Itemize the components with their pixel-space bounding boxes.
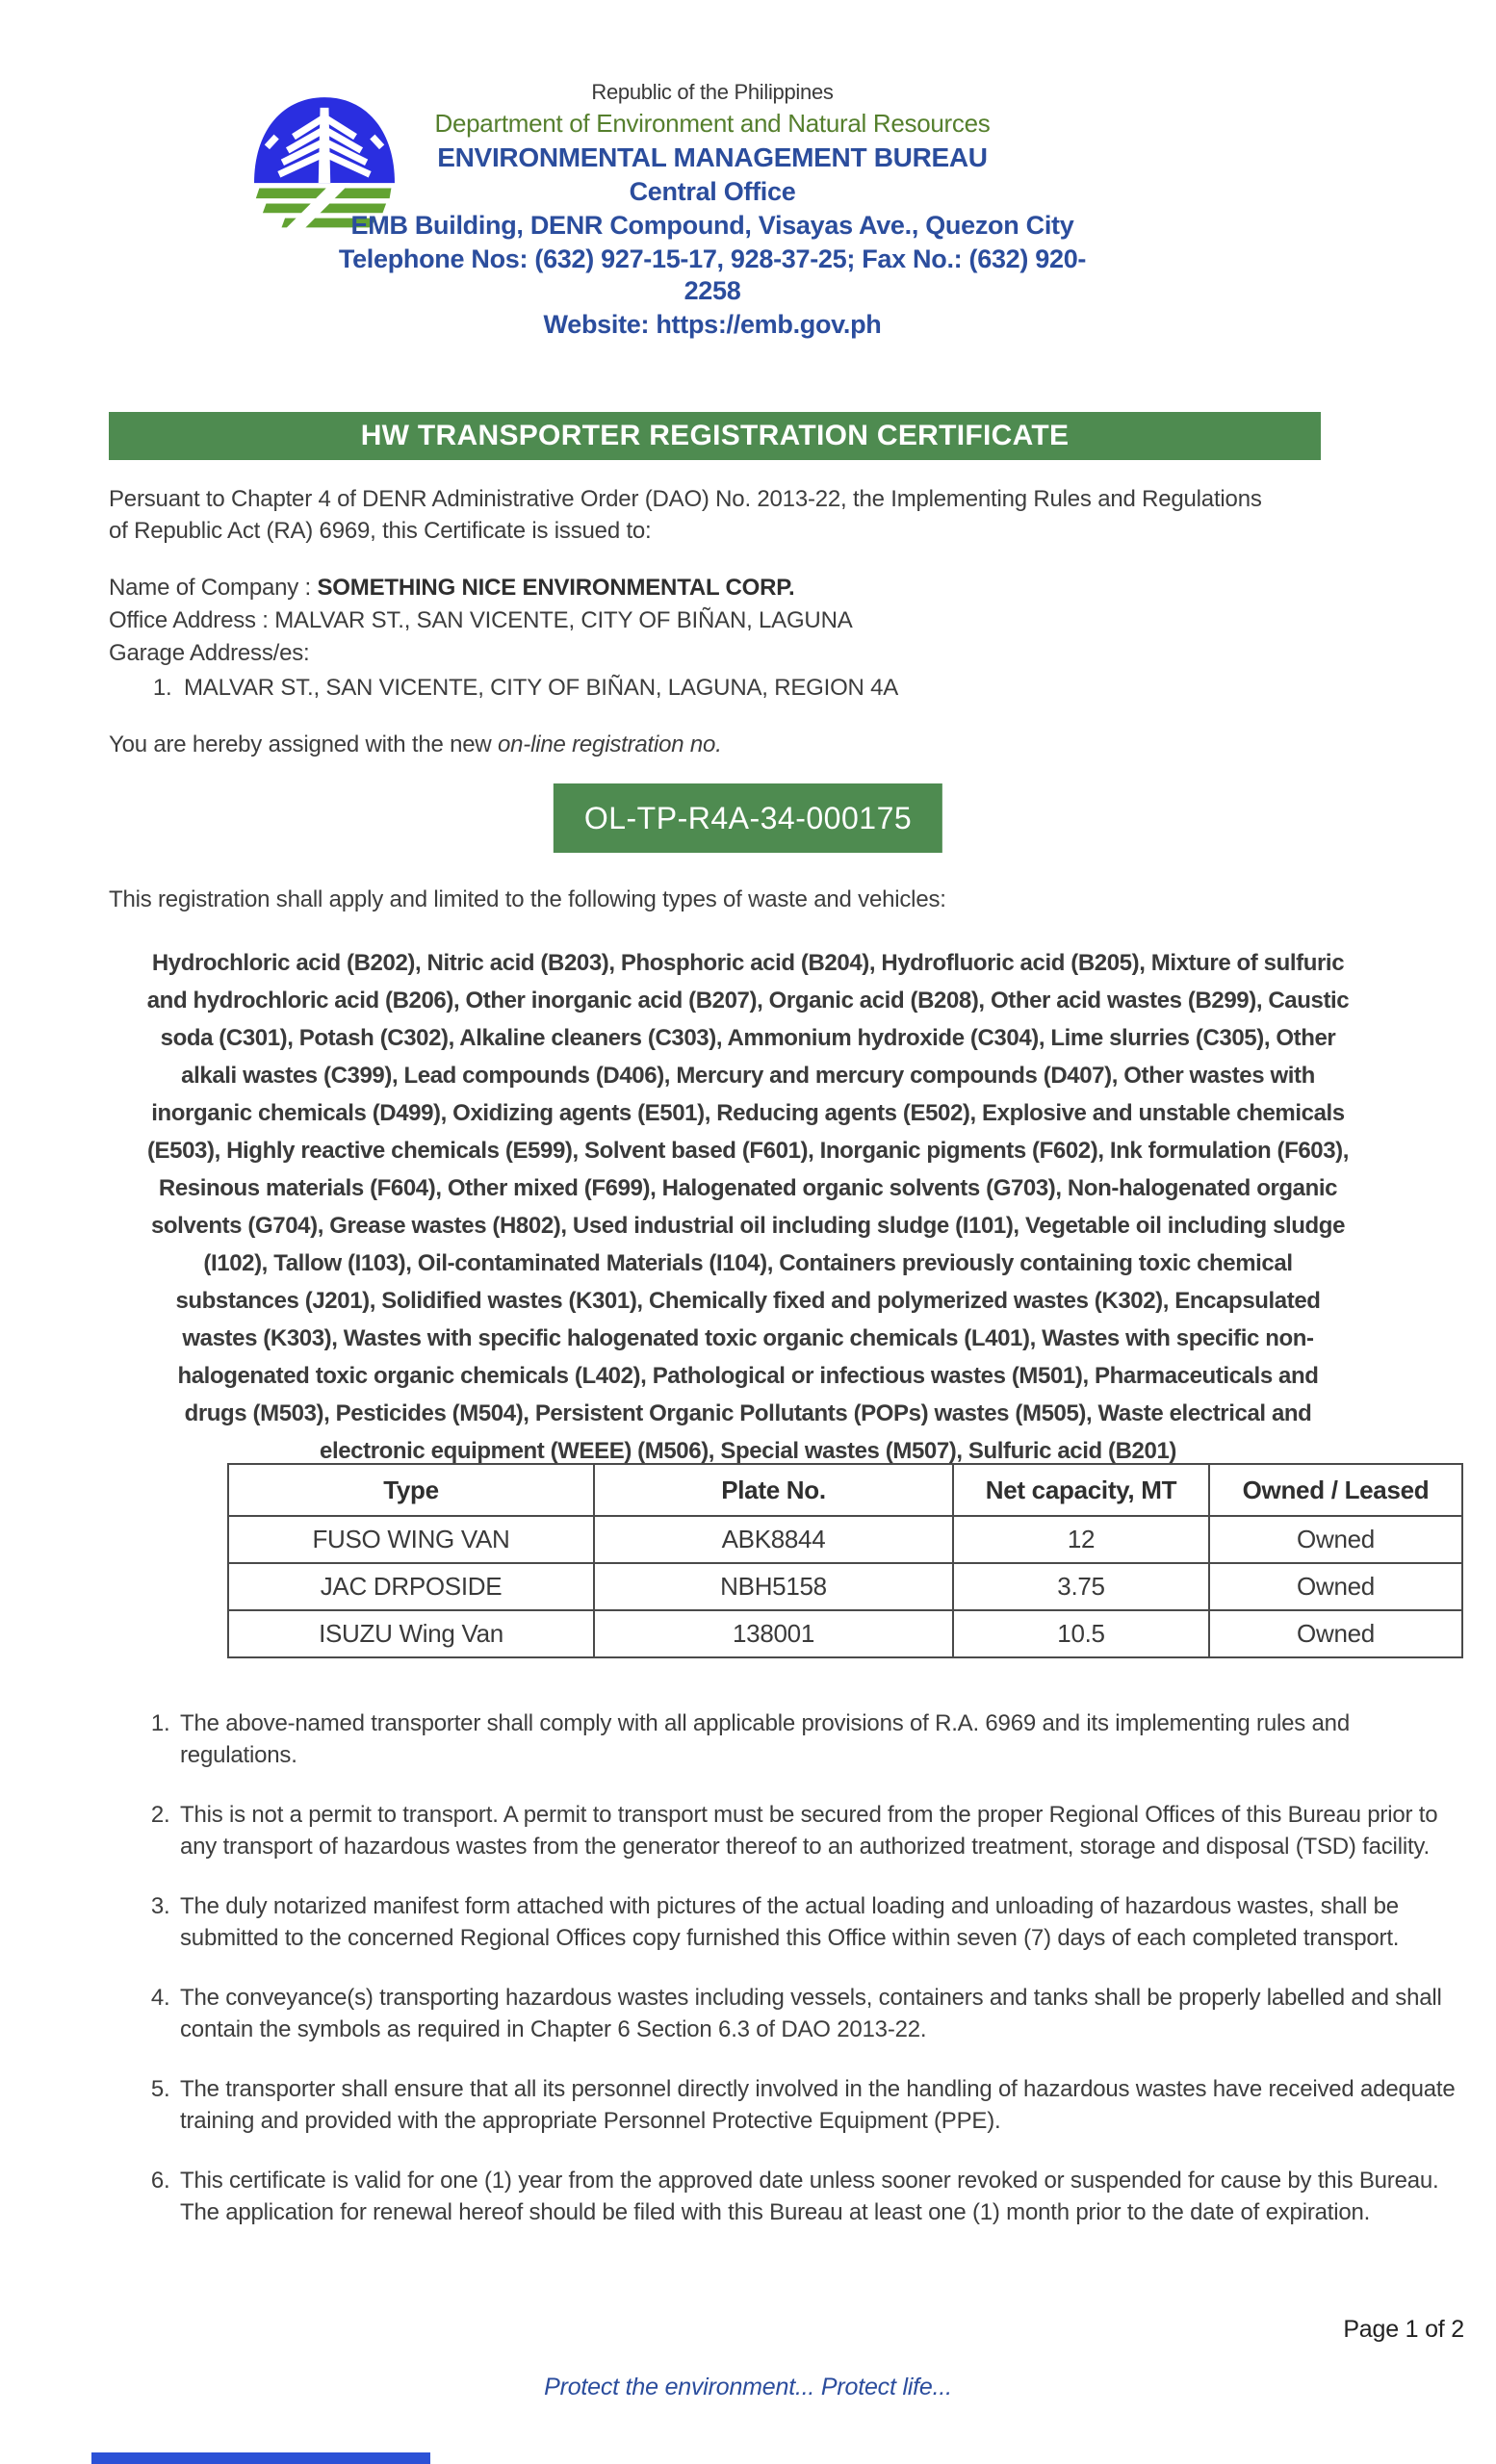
central-office-line: Central Office	[629, 177, 796, 206]
company-name-value: SOMETHING NICE ENVIRONMENTAL CORP.	[317, 575, 795, 601]
assignment-italic-text: on-line registration no.	[498, 732, 722, 757]
vehicle-row	[228, 1516, 1462, 1563]
column-header-owned-leased: Owned / Leased	[1209, 1464, 1462, 1516]
condition-item: 2. This is not a permit to transport. A permit to transport must be secured from the proper Regional Offices of this Bureau prior to any transport of hazardous wastes from the generator thereof to an authorized treatment, storage and disposal (TSD) facility.	[176, 1799, 1457, 1862]
column-header-net-capacity: Net capacity, MT	[953, 1464, 1209, 1516]
office-address-label: Office Address :	[109, 607, 275, 633]
garage-address-label: Garage Address/es:	[109, 640, 310, 666]
garage-address-list	[109, 672, 1360, 705]
scope-line: This registration shall apply and limited to the following types of waste and vehicles:	[109, 886, 946, 912]
vehicle-plate-cell: 138001	[594, 1610, 953, 1657]
department-line: Department of Environment and Natural Resources	[434, 109, 991, 138]
certificate-title-banner	[109, 412, 1321, 460]
company-name-label: Name of Company :	[109, 575, 318, 601]
next-page-strip	[91, 2452, 430, 2464]
vehicles-table-body	[228, 1516, 1462, 1657]
vehicle-type-cell: FUSO WING VAN	[228, 1516, 594, 1563]
company-details	[109, 572, 1360, 705]
garage-address-item: 1. MALVAR ST., SAN VICENTE, CITY OF BIÑAN, LAGUNA, REGION 4A	[178, 672, 1360, 705]
condition-item: 3. The duly notarized manifest form attached with pictures of the actual loading and unloading of hazardous wastes, shall be submitted to the concerned Regional Offices copy furnished this Office within seven (7) days of each completed transport.	[176, 1890, 1457, 1954]
republic-line: Republic of the Philippines	[591, 80, 834, 104]
vehicle-row	[228, 1563, 1462, 1610]
vehicle-type-cell: JAC DRPOSIDE	[228, 1563, 594, 1610]
condition-item: 6. This certificate is valid for one (1) year from the approved date unless sooner revoked or suspended for cause by this Bureau. The application for renewal hereof should be filed with this Bureau at least one (1) month prior to the date of expiration.	[176, 2165, 1457, 2228]
address-line: EMB Building, DENR Compound, Visayas Ave., Quezon City	[350, 211, 1074, 240]
waste-types-paragraph: Hydrochloric acid (B202), Nitric acid (B203), Phosphoric acid (B204), Hydrofluoric acid (B205), Mixture of sulfuric and hydrochloric acid (B206), Other inorganic acid (B207), Organic acid (B208), Other acid wastes (B299), Caustic soda (C301), Potash (C302), Alkaline cleaners (C303), Ammonium hydroxide (C304), Lime slurries (C305), Other alkali wastes (C399), Lead compounds (D406), Mercury and mercury compounds (D407), Other wastes with inorganic chemicals (D499), Oxidizing agents (E501), Reducing agents (E502), Explosive and unstable chemicals (E503), Highly reactive chemicals (E599), Solvent based (F601), Inorganic pigments (F602), Ink formulation (F603), Resinous materials (F604), Other mixed (F699), Halogenated organic solvents (G703), Non-halogenated organic solvents (G704), Grease wastes (H802), Used industrial oil including sludge (I101), Vegetable oil including sludge (I102), Tallow (I103), Oil-contaminated Materials (I104), Containers previously containing toxic chemical substances (J201), Solidified wastes (K301), Chemically fixed and polymerized wastes (K302), Encapsulated wastes (K303), Wastes with specific halogenated toxic organic chemicals (L401), Wastes with specific non-halogenated toxic organic chemicals (L402), Pathological or infectious wastes (M501), Pharmaceuticals and drugs (M503), Pesticides (M504), Persistent Organic Pollutants (POPs) wastes (M505), Waste electrical and electronic equipment (WEEE) (M506), Special wastes (M507), Sulfuric acid (B201)	[146, 950, 1350, 1464]
office-address-value: MALVAR ST., SAN VICENTE, CITY OF BIÑAN, LAGUNA	[274, 607, 853, 633]
certificate-title: HW TRANSPORTER REGISTRATION CERTIFICATE	[360, 420, 1070, 451]
vehicle-plate-cell: NBH5158	[594, 1563, 953, 1610]
vehicle-capacity-cell: 10.5	[953, 1610, 1209, 1657]
vehicles-table	[227, 1463, 1463, 1658]
condition-item: 1. The above-named transporter shall comply with all applicable provisions of R.A. 6969 and its implementing rules and regulations.	[176, 1707, 1457, 1771]
vehicle-ownership-cell: Owned	[1209, 1563, 1462, 1610]
vehicle-capacity-cell: 12	[953, 1516, 1209, 1563]
intro-paragraph: Persuant to Chapter 4 of DENR Administrative Order (DAO) No. 2013-22, the Implementing Rules and Regulations of Republic Act (RA) 6969, this Certificate is issued to:	[109, 486, 1262, 544]
registration-number: OL-TP-R4A-34-000175	[583, 801, 913, 835]
vehicle-plate-cell: ABK8844	[594, 1516, 953, 1563]
website-line: Website: https://emb.gov.ph	[543, 310, 882, 339]
phone-fax-line: Telephone Nos: (632) 927-15-17, 928-37-25; Fax No.: (632) 920-2258	[338, 244, 1087, 305]
registration-number-box	[554, 783, 942, 853]
company-name-row	[109, 572, 1360, 604]
condition-item: 4. The conveyance(s) transporting hazardous wastes including vessels, containers and tanks shall be properly labelled and shall contain the symbols as required in Chapter 6 Section 6.3 of DAO 2013-22.	[176, 1982, 1457, 2045]
vehicle-ownership-cell: Owned	[1209, 1610, 1462, 1657]
vehicle-ownership-cell: Owned	[1209, 1516, 1462, 1563]
page-number: Page 1 of 2	[1343, 2316, 1464, 2343]
column-header-type: Type	[228, 1464, 594, 1516]
vehicle-capacity-cell: 3.75	[953, 1563, 1209, 1610]
vehicle-type-cell: ISUZU Wing Van	[228, 1610, 594, 1657]
vehicles-table-header	[228, 1464, 1462, 1516]
agency-header	[322, 79, 1102, 341]
assignment-line	[109, 732, 1360, 758]
condition-item: 5. The transporter shall ensure that all its personnel directly involved in the handling of hazardous wastes have received adequate training and provided with the appropriate Personnel Protective Equipment (PPE).	[176, 2073, 1457, 2137]
office-address-row	[109, 604, 1360, 637]
column-header-plate-no: Plate No.	[594, 1464, 953, 1516]
footer-motto: Protect the environment... Protect life...	[544, 2374, 952, 2400]
assignment-text: You are hereby assigned with the new	[109, 732, 498, 757]
conditions-list	[109, 1707, 1457, 2256]
bureau-line: ENVIRONMENTAL MANAGEMENT BUREAU	[437, 142, 988, 172]
vehicle-row	[228, 1610, 1462, 1657]
